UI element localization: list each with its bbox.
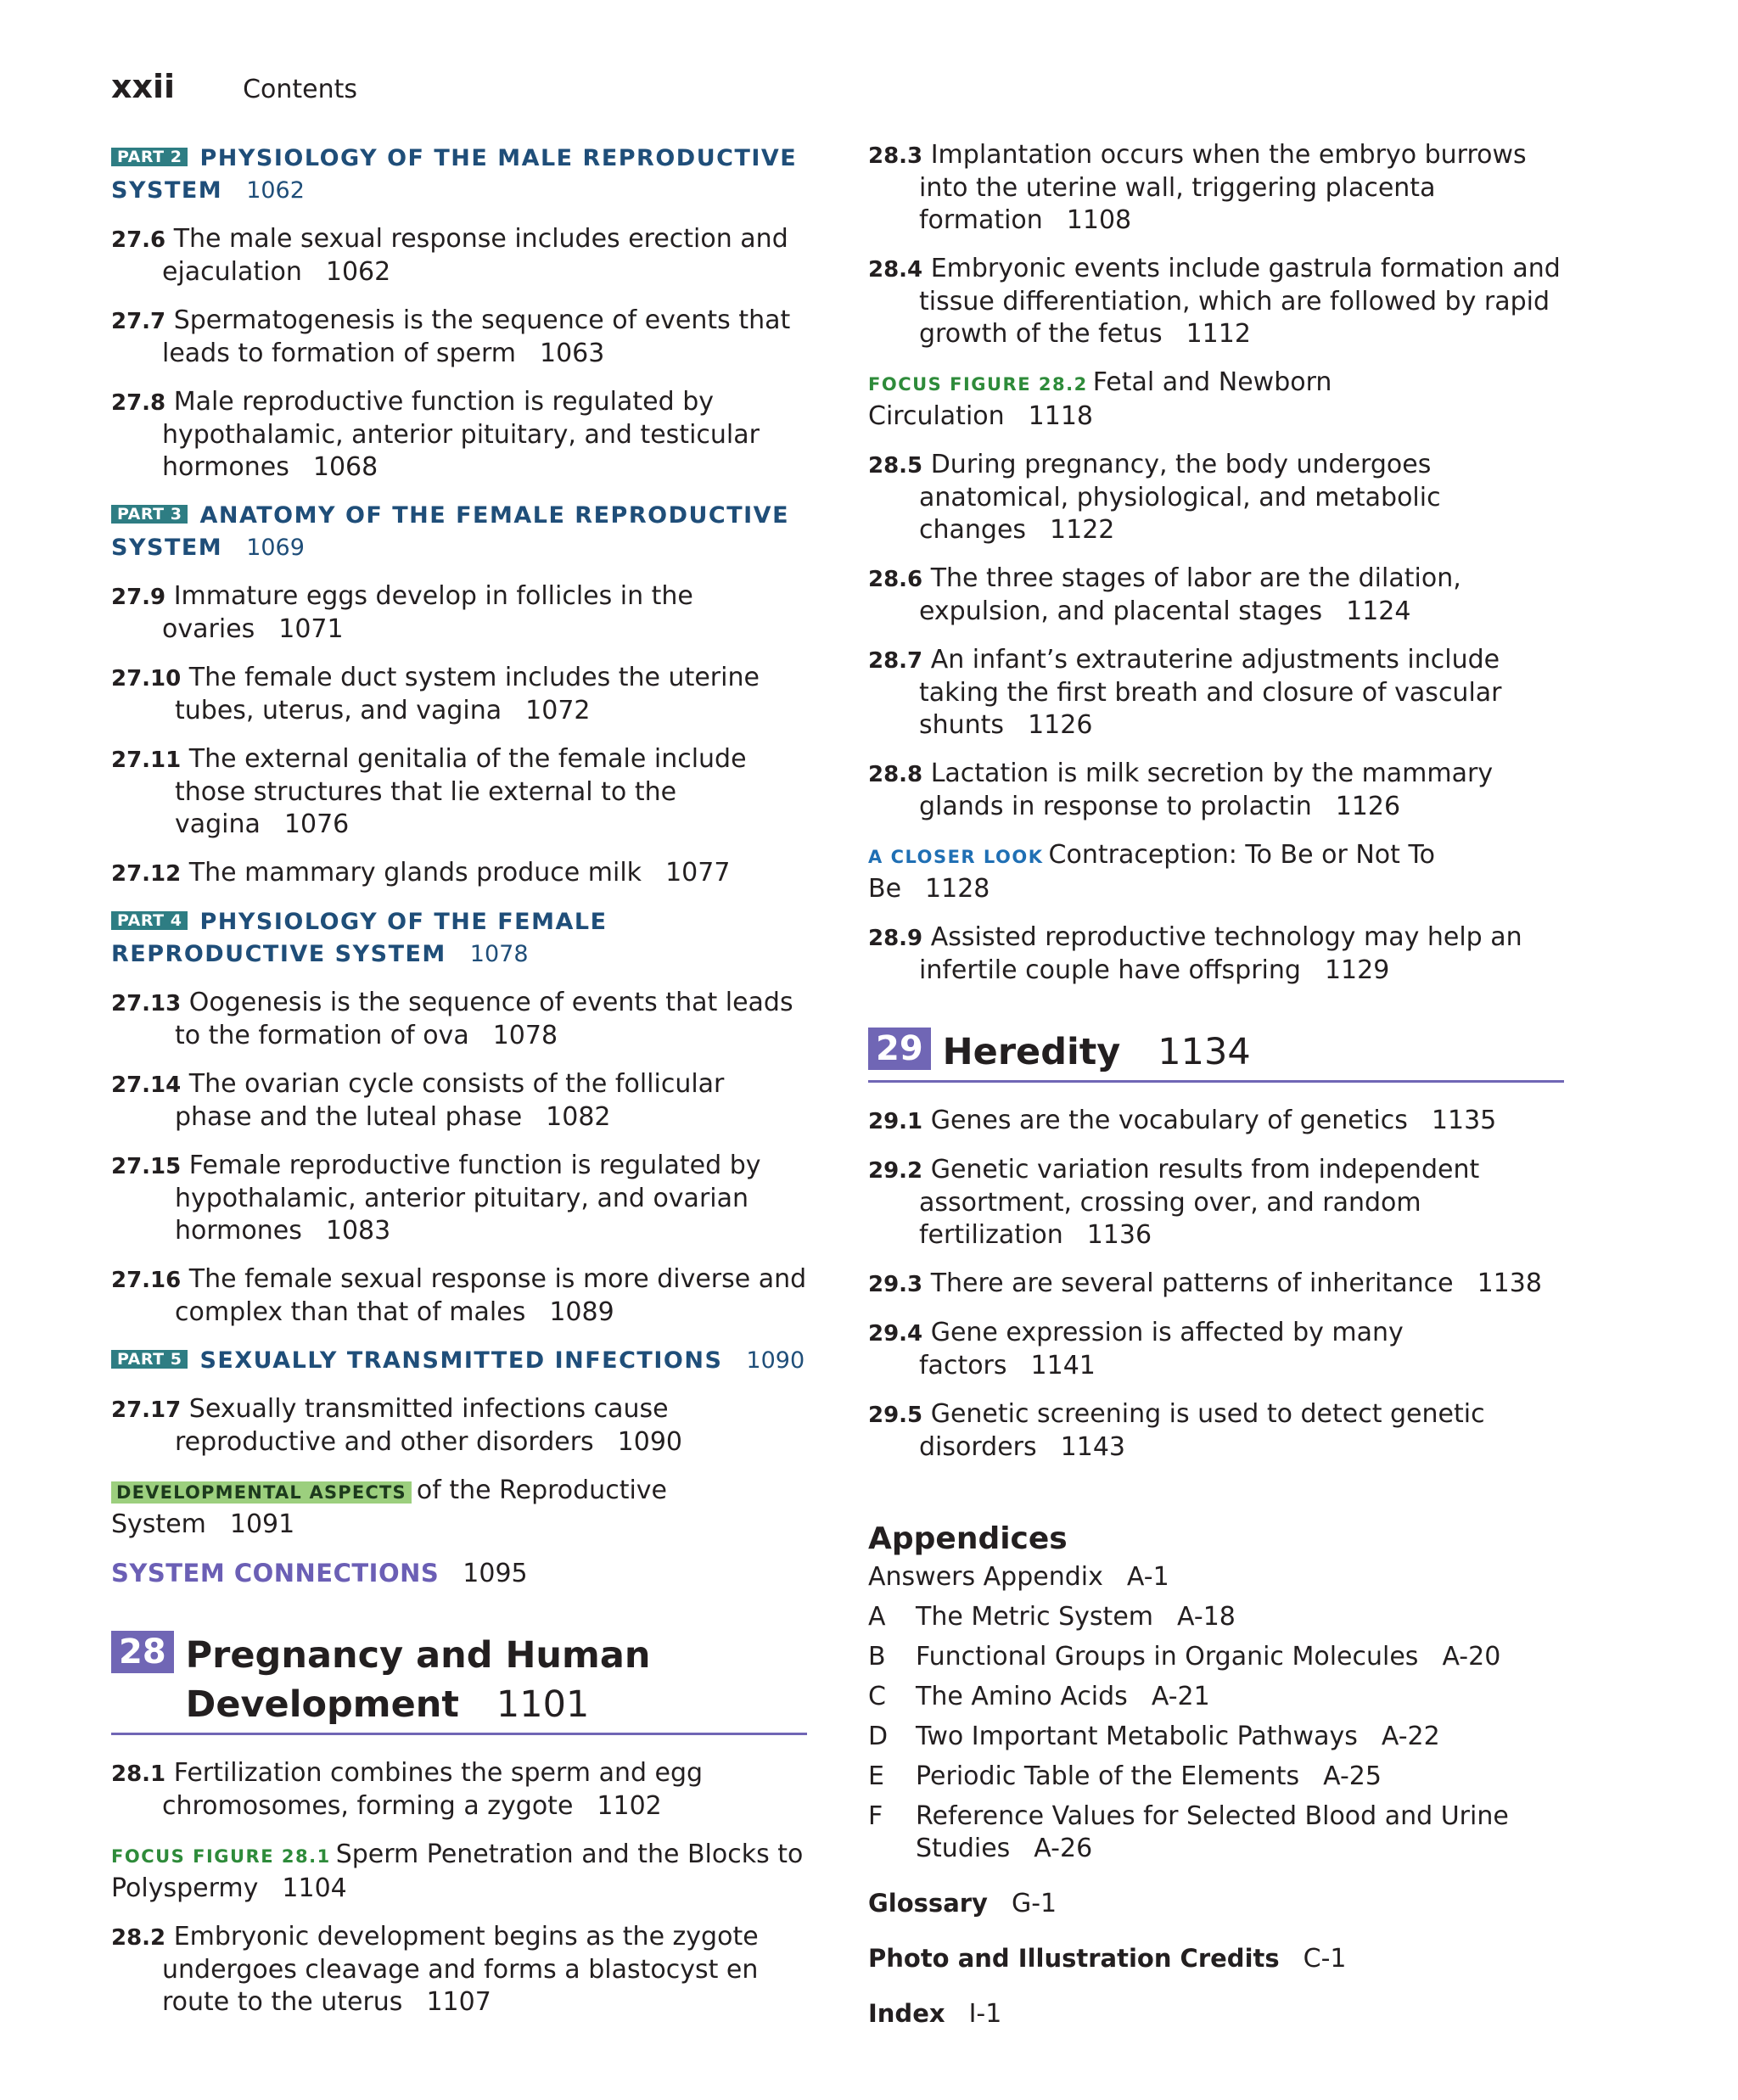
- glossary-label: Glossary: [868, 1889, 988, 1918]
- toc-entry-27-12[interactable]: [111, 857, 807, 890]
- focus-figure-tag: FOCUS FIGURE 28.1: [111, 1846, 331, 1867]
- chapter-number: 28: [111, 1631, 174, 1673]
- page-number: 1083: [325, 1216, 391, 1246]
- section-title: Lactation is milk secretion by the mammary glands in response to prolactin: [919, 759, 1494, 821]
- section-number: 29.5: [868, 1403, 923, 1428]
- page-number: 1136: [1086, 1220, 1152, 1250]
- section-number: 28.1: [111, 1761, 166, 1787]
- toc-entry-28-8[interactable]: [868, 758, 1564, 823]
- feature-title: Contraception: To Be or Not To Be: [868, 840, 1436, 904]
- page-number: A-1: [1126, 1562, 1169, 1592]
- page-number: 1090: [617, 1427, 683, 1457]
- section-number: 28.8: [868, 762, 923, 787]
- toc-entry-29-1[interactable]: [868, 1105, 1564, 1138]
- page-number: A-20: [1442, 1642, 1501, 1672]
- appendix-letter: E: [868, 1761, 884, 1791]
- page-number: 1112: [1186, 319, 1251, 349]
- part-heading-4[interactable]: [111, 906, 807, 971]
- toc-entry-27-6[interactable]: [111, 223, 807, 288]
- appendix-letter: D: [868, 1722, 889, 1751]
- page-number: 1063: [539, 339, 605, 368]
- section-number: 27.14: [111, 1072, 182, 1098]
- appendix-f[interactable]: [868, 1800, 1564, 1865]
- feature-title: Fetal and Newborn Circulation: [868, 367, 1332, 431]
- section-number: 28.3: [868, 143, 923, 169]
- section-title: Genetic variation results from independent assortment, crossing over, and random fertilization: [919, 1155, 1480, 1250]
- section-title: The mammary glands produce milk: [188, 858, 642, 888]
- section-number: 27.9: [111, 585, 166, 610]
- page-number: 1095: [463, 1559, 528, 1588]
- page-number: A-21: [1151, 1682, 1210, 1711]
- toc-entry-28-9[interactable]: [868, 921, 1564, 987]
- chapter-title-line-2: Development: [185, 1683, 459, 1726]
- toc-entry-28-7[interactable]: [868, 644, 1564, 742]
- appendix-e[interactable]: [868, 1761, 1564, 1793]
- toc-entry-27-14[interactable]: [111, 1068, 807, 1134]
- section-number: 27.13: [111, 991, 182, 1016]
- appendix-title: The Amino Acids: [916, 1682, 1128, 1711]
- section-number: 27.10: [111, 666, 182, 692]
- feature-title: Sperm Penetration and the Blocks to Polyspermy: [111, 1840, 804, 1903]
- section-number: 29.4: [868, 1321, 923, 1347]
- focus-figure-28-1-entry[interactable]: [111, 1839, 807, 1905]
- section-title: Oogenesis is the sequence of events that leads to the formation of ova: [175, 988, 793, 1050]
- running-head: Contents: [243, 75, 358, 104]
- page-number: A-18: [1177, 1602, 1236, 1632]
- page-number: A-26: [1034, 1834, 1093, 1863]
- section-number: 28.9: [868, 926, 923, 951]
- toc-entry-27-10[interactable]: [111, 662, 807, 727]
- page-number: 1062: [325, 257, 391, 287]
- section-number: 27.8: [111, 390, 166, 416]
- page-number: A-25: [1323, 1761, 1382, 1791]
- appendix-c[interactable]: [868, 1681, 1564, 1713]
- section-number: 27.16: [111, 1268, 182, 1293]
- developmental-aspects-tag: DEVELOPMENTAL ASPECTS: [111, 1481, 412, 1504]
- section-title: Genetic screening is used to detect genetic disorders: [919, 1399, 1485, 1462]
- toc-entry-27-16[interactable]: [111, 1263, 807, 1329]
- page-number: 1076: [283, 809, 350, 839]
- appendix-answers[interactable]: [868, 1561, 1564, 1593]
- section-title: Immature eggs develop in follicles in the ovaries: [162, 581, 693, 644]
- credits-label: Photo and Illustration Credits: [868, 1944, 1280, 1973]
- section-title: Genes are the vocabulary of genetics: [930, 1106, 1408, 1135]
- focus-figure-28-2-entry[interactable]: [868, 367, 1564, 433]
- part-title: SEXUALLY TRANSMITTED INFECTIONS: [199, 1347, 723, 1374]
- part-tag: PART 2: [111, 148, 188, 166]
- toc-entry-27-17[interactable]: [111, 1393, 807, 1459]
- section-title: The ovarian cycle consists of the follicular phase and the luteal phase: [175, 1069, 725, 1132]
- closer-look-tag: A CLOSER LOOK: [868, 847, 1044, 867]
- section-number: 28.6: [868, 567, 923, 592]
- page-number: C-1: [1303, 1944, 1347, 1974]
- appendix-letter: F: [868, 1801, 883, 1831]
- appendix-title: Functional Groups in Organic Molecules: [916, 1642, 1419, 1672]
- index-label: Index: [868, 1999, 945, 2028]
- page-number: 1069: [246, 535, 305, 561]
- section-title: The three stages of labor are the dilation, expulsion, and placental stages: [919, 563, 1461, 626]
- appendix-letter: A: [868, 1602, 886, 1632]
- page-number: 1126: [1335, 792, 1401, 821]
- toc-entry-27-11[interactable]: [111, 743, 807, 841]
- section-title: Embryonic events include gastrula formation and tissue differentiation, which are followed by rapid growth of the fetus: [919, 254, 1561, 349]
- page-number: 1129: [1324, 955, 1390, 985]
- section-title: Assisted reproductive technology may help an infertile couple have offspring: [919, 922, 1522, 985]
- appendix-a[interactable]: [868, 1601, 1564, 1633]
- chapter-heading-28[interactable]: [111, 1631, 807, 1735]
- chapter-page-number: 1101: [496, 1683, 590, 1726]
- toc-entry-28-4[interactable]: [868, 253, 1564, 350]
- section-title: Spermatogenesis is the sequence of events that leads to formation of sperm: [162, 305, 791, 368]
- closer-look-entry[interactable]: [868, 839, 1564, 905]
- feature-title: of the Reproductive System: [111, 1476, 667, 1539]
- page-number: 1124: [1346, 596, 1411, 626]
- page-number: 1128: [925, 874, 990, 904]
- page-header: [111, 68, 357, 105]
- section-number: 27.17: [111, 1397, 182, 1423]
- section-title: Implantation occurs when the embryo burrows into the uterine wall, triggering placenta formation: [919, 140, 1527, 235]
- toc-entry-27-7[interactable]: [111, 305, 807, 370]
- section-title: Male reproductive function is regulated by hypothalamic, anterior pituitary, and testicular hormones: [162, 387, 760, 482]
- appendix-title: Periodic Table of the Elements: [916, 1761, 1300, 1791]
- section-title: The female duct system includes the uterine tubes, uterus, and vagina: [175, 663, 760, 725]
- page-number: 1122: [1050, 515, 1115, 545]
- section-title: The male sexual response includes erection and ejaculation: [162, 224, 788, 287]
- section-number: 27.11: [111, 748, 182, 773]
- page-number: 1141: [1030, 1351, 1096, 1380]
- toc-entry-29-2[interactable]: [868, 1154, 1564, 1252]
- appendix-title: The Metric System: [916, 1602, 1154, 1632]
- page-number: 1077: [665, 858, 731, 888]
- section-title: Fertilization combines the sperm and egg chromosomes, forming a zygote: [162, 1758, 704, 1821]
- appendix-d[interactable]: [868, 1721, 1564, 1753]
- toc-entry-27-15[interactable]: [111, 1150, 807, 1247]
- toc-entry-28-3[interactable]: [868, 139, 1564, 237]
- section-number: 27.7: [111, 309, 166, 334]
- system-connections-entry[interactable]: [111, 1557, 807, 1590]
- page-number: 1090: [746, 1347, 805, 1374]
- toc-entry-27-13[interactable]: [111, 987, 807, 1052]
- part-heading-5[interactable]: [111, 1345, 807, 1377]
- section-title: There are several patterns of inheritance: [930, 1268, 1454, 1298]
- left-column: [111, 139, 807, 2035]
- section-number: 28.2: [111, 1925, 166, 1951]
- section-number: 27.15: [111, 1154, 182, 1179]
- part-title: PHYSIOLOGY OF THE FEMALE REPRODUCTIVE SYSTEM: [111, 909, 608, 967]
- chapter-number: 29: [868, 1028, 931, 1070]
- section-title: Gene expression is affected by many factors: [919, 1318, 1404, 1380]
- section-number: 29.3: [868, 1272, 923, 1297]
- toc-entry-29-4[interactable]: [868, 1317, 1564, 1382]
- right-column: [868, 139, 1564, 2030]
- appendix-letter: B: [868, 1642, 886, 1672]
- credits-entry[interactable]: [868, 1942, 1564, 1975]
- section-title: An infant’s extrauterine adjustments include taking the first breath and closure of vascular shunts: [919, 645, 1502, 740]
- section-number: 29.1: [868, 1109, 923, 1134]
- part-tag: PART 5: [111, 1350, 188, 1369]
- section-title: The female sexual response is more diverse and complex than that of males: [175, 1264, 807, 1327]
- page-number: 1107: [426, 1987, 491, 2017]
- page-number: 1143: [1060, 1432, 1125, 1462]
- toc-entry-28-1[interactable]: [111, 1757, 807, 1823]
- page-number: 1071: [278, 614, 344, 644]
- toc-entry-28-2[interactable]: [111, 1921, 807, 2019]
- glossary-entry[interactable]: [868, 1887, 1564, 1920]
- page-number: 1091: [229, 1509, 295, 1539]
- toc-entry-29-3[interactable]: [868, 1268, 1564, 1301]
- section-number: 27.6: [111, 227, 166, 253]
- chapter-page-number: 1134: [1158, 1031, 1251, 1073]
- page-number: 1072: [525, 696, 591, 725]
- system-connections-label: SYSTEM CONNECTIONS: [111, 1559, 440, 1588]
- page-number: 1138: [1477, 1268, 1542, 1298]
- page-number: 1062: [246, 177, 305, 204]
- part-title: ANATOMY OF THE FEMALE REPRODUCTIVE SYSTEM: [111, 502, 790, 561]
- toc-entry-27-9[interactable]: [111, 580, 807, 646]
- page-number: 1089: [549, 1297, 614, 1327]
- section-number: 29.2: [868, 1158, 923, 1184]
- part-tag: PART 4: [111, 911, 188, 930]
- page-number: 1078: [492, 1021, 558, 1050]
- part-heading-3[interactable]: [111, 500, 807, 564]
- chapter-title: Heredity: [942, 1031, 1121, 1073]
- toc-entry-29-5[interactable]: [868, 1398, 1564, 1464]
- chapter-title-line-1: Pregnancy and Human: [185, 1634, 651, 1677]
- part-heading-2[interactable]: [111, 143, 807, 207]
- appendix-b[interactable]: [868, 1641, 1564, 1673]
- section-title: Embryonic development begins as the zygote undergoes cleavage and forms a blastocyst en route to the uterus: [162, 1922, 759, 2017]
- page-number: 1068: [312, 452, 378, 482]
- developmental-aspects-entry[interactable]: [111, 1475, 807, 1541]
- section-number: 28.4: [868, 257, 923, 283]
- page-number: 1078: [469, 941, 529, 967]
- appendix-title: Answers Appendix: [868, 1562, 1103, 1592]
- index-entry[interactable]: [868, 1997, 1564, 2030]
- page-folio: xxii: [111, 68, 176, 105]
- toc-entry-27-8[interactable]: [111, 386, 807, 484]
- page-number: A-22: [1381, 1722, 1440, 1751]
- appendices-heading: Appendices: [868, 1521, 1068, 1556]
- page-number: 1082: [546, 1102, 611, 1132]
- part-tag: PART 3: [111, 505, 188, 524]
- page-number: 1126: [1028, 710, 1093, 740]
- page-number: I-1: [968, 1999, 1002, 2029]
- page-number: 1118: [1028, 401, 1094, 431]
- toc-entry-28-6[interactable]: [868, 563, 1564, 628]
- page-number: 1102: [597, 1791, 662, 1821]
- toc-entry-28-5[interactable]: [868, 449, 1564, 546]
- chapter-heading-29[interactable]: [868, 1028, 1564, 1083]
- section-number: 28.7: [868, 648, 923, 674]
- section-title: Sexually transmitted infections cause reproductive and other disorders: [175, 1394, 669, 1457]
- page-number: G-1: [1011, 1889, 1057, 1918]
- section-title: Female reproductive function is regulated by hypothalamic, anterior pituitary, and ovarian hormones: [175, 1151, 761, 1246]
- page-number: 1135: [1431, 1106, 1497, 1135]
- section-title: The external genitalia of the female include those structures that lie external to the vagina: [175, 744, 747, 839]
- section-number: 28.5: [868, 453, 923, 479]
- appendix-letter: C: [868, 1682, 886, 1711]
- focus-figure-tag: FOCUS FIGURE 28.2: [868, 374, 1088, 395]
- appendix-title: Reference Values for Selected Blood and Urine Studies: [916, 1801, 1509, 1863]
- section-title: During pregnancy, the body undergoes anatomical, physiological, and metabolic changes: [919, 450, 1441, 545]
- page-number: 1104: [282, 1873, 347, 1903]
- appendix-title: Two Important Metabolic Pathways: [916, 1722, 1358, 1751]
- page-number: 1108: [1066, 205, 1132, 235]
- section-number: 27.12: [111, 861, 182, 887]
- part-title: PHYSIOLOGY OF THE MALE REPRODUCTIVE SYSTEM: [111, 145, 798, 204]
